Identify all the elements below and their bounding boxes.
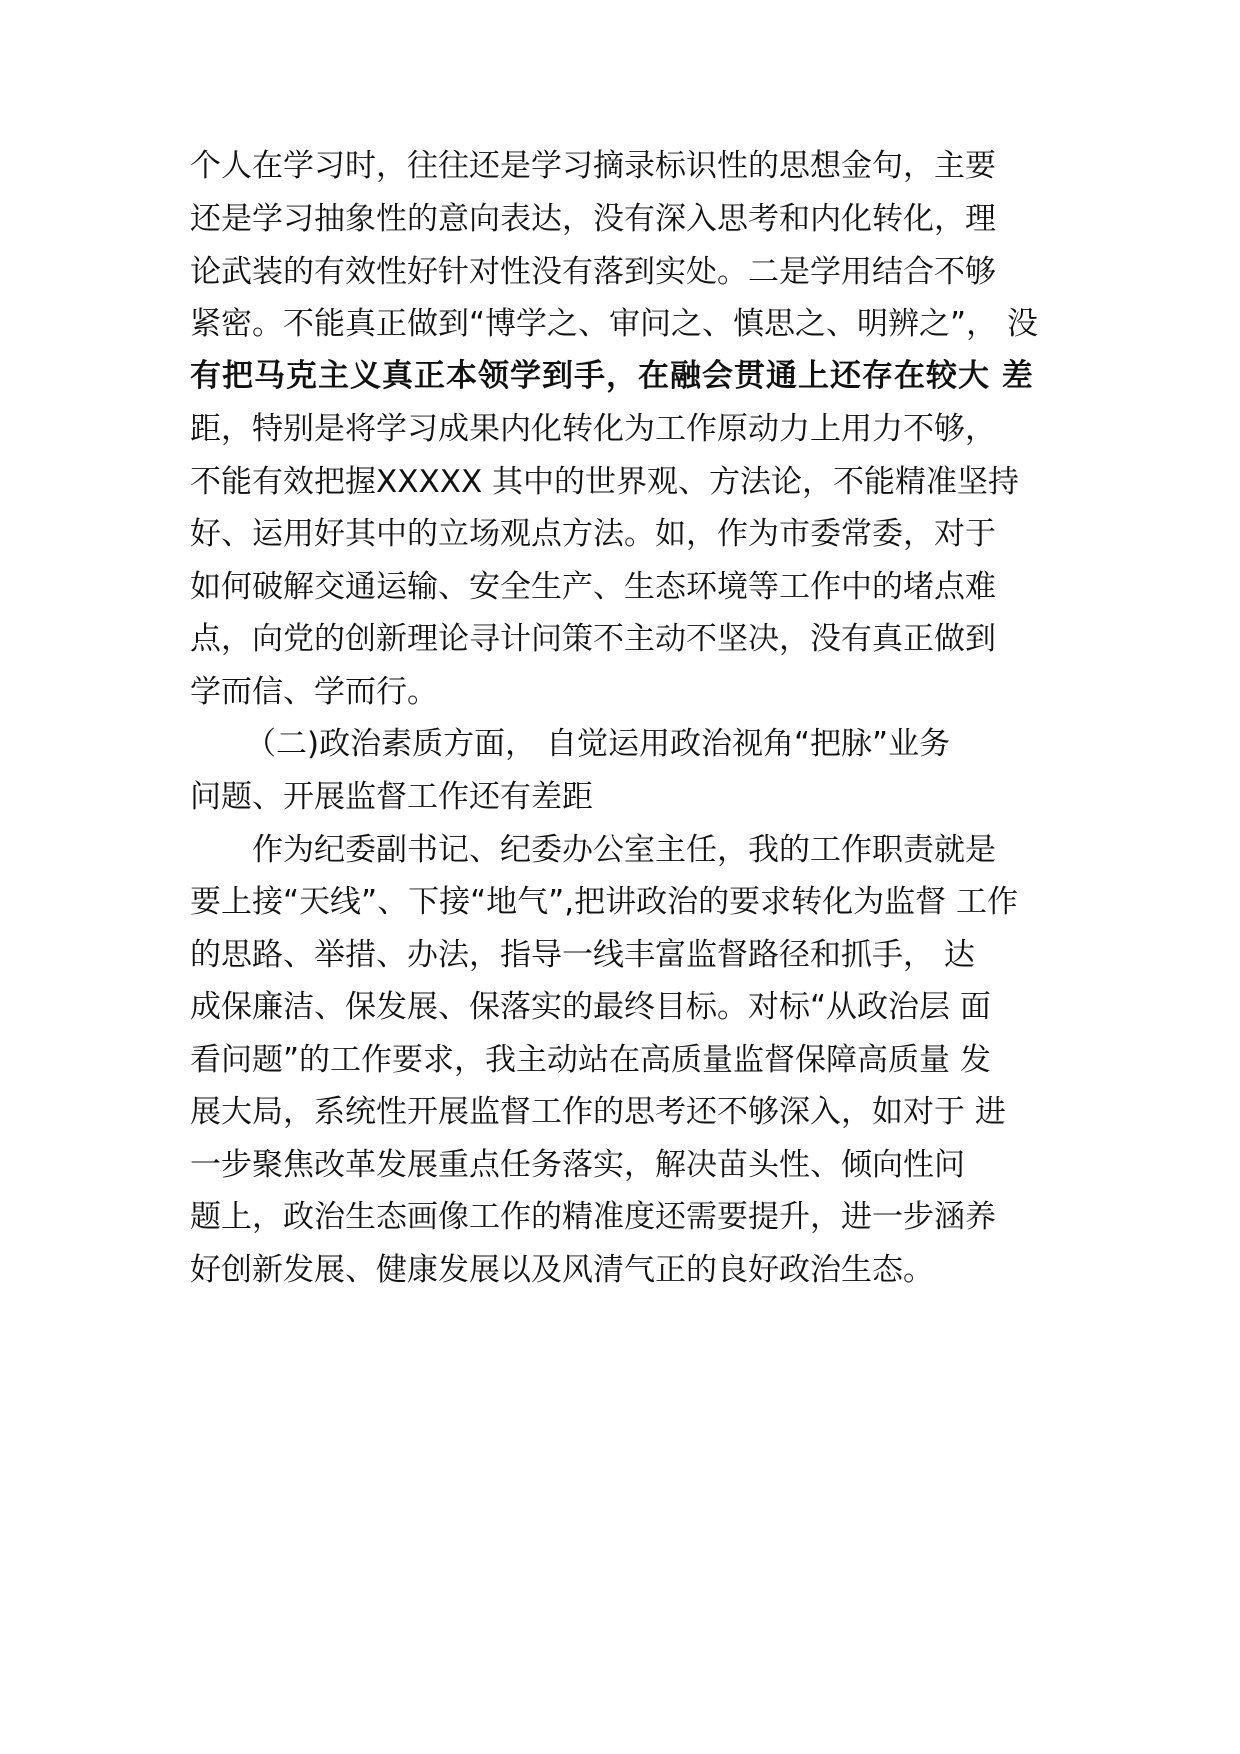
- text-line: 不能有效把握XXXXX 其中的世界观、方法论，不能精准坚持: [190, 464, 1020, 500]
- text-line: 如何破解交通运输、安全生产、生态环境等工作中的堵点难: [190, 569, 996, 605]
- text-line: 看问题”的工作要求，我主动站在高质量监督保障高质量 发: [190, 1042, 991, 1078]
- text-line: 紧密。不能真正做到“博学之、审问之、慎思之、明辨之”， 没: [190, 306, 1038, 342]
- heading-line: 问题、开展监督工作还有差距: [190, 779, 593, 815]
- text-line: 好、运用好其中的立场观点方法。如，作为市委常委，对于: [190, 516, 996, 552]
- heading-line: （二)政治素质方面， 自觉运用政治视角“把脉”业务: [245, 726, 951, 762]
- text-line: 有把马克主义真正本领学到手，在融会贯通上还存在较大 差: [190, 358, 1034, 394]
- text-line: 展大局，系统性开展监督工作的思考还不够深入，如对于 进: [190, 1094, 1006, 1130]
- text-line: 的思路、举措、办法，指导一线丰富监督路径和抓手， 达: [190, 937, 975, 973]
- text-line: 论武装的有效性好针对性没有落到实处。二是学用结合不够: [190, 254, 996, 290]
- text-line: 好创新发展、健康发展以及风清气正的良好政治生态。: [190, 1252, 934, 1288]
- text-line: 距，特别是将学习成果内化转化为工作原动力上用力不够，: [190, 411, 996, 447]
- text-line: 个人在学习时，往往还是学习摘录标识性的思想金句，主要: [190, 148, 996, 184]
- text-line: 还是学习抽象性的意向表达，没有深入思考和内化转化，理: [190, 201, 996, 237]
- text-line: 一步聚焦改革发展重点任务落实，解决苗头性、倾向性问: [190, 1147, 965, 1183]
- text-line: 作为纪委副书记、纪委办公室主任，我的工作职责就是: [252, 832, 996, 868]
- text-line: 点，向党的创新理论寻计问策不主动不坚决，没有真正做到: [190, 621, 996, 657]
- text-line: 成保廉洁、保发展、保落实的最终目标。对标“从政治层 面: [190, 989, 991, 1025]
- text-line: 要上接“天线”、下接“地气”,把讲政治的要求转化为监督 工作: [190, 884, 1018, 920]
- text-line: 题上，政治生态画像工作的精准度还需要提升，进一步涵养: [190, 1199, 996, 1235]
- text-line: 学而信、学而行。: [190, 674, 438, 710]
